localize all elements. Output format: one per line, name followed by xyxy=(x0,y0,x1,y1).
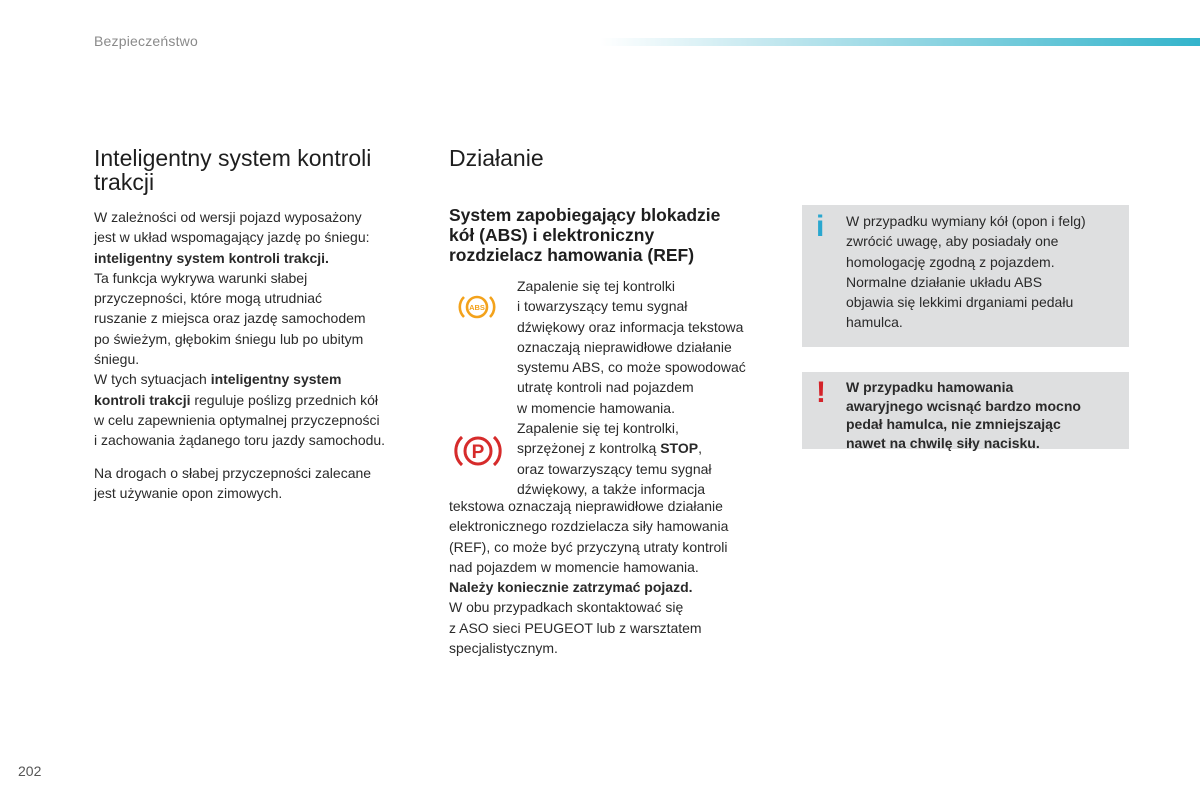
header-accent-bar xyxy=(600,38,1200,46)
info-note-text: W przypadku wymiany kół (opon i felg) zwrócić uwagę, aby posiadały one homologację zgodną z pojazdem. Normalne działanie układu ABS objawia się lekkimi drganiami pedału hamulca. xyxy=(846,213,1086,331)
operation-title: Działanie xyxy=(449,145,544,171)
page-number: 202 xyxy=(18,763,42,779)
svg-text:P: P xyxy=(471,442,485,463)
svg-text:ABS: ABS xyxy=(469,303,485,312)
traction-control-section xyxy=(94,146,424,503)
ref-warning-text-bottom: tekstowa oznaczają nieprawidłowe działanie elektronicznego rozdzielacza siły hamowania (REF), co może być przyczyną utraty kontroli nad pojazdem w momencie hamowania. Należy koniecznie zatrzymać pojazd. W obu przypadkach skontaktować się z ASO sieci PEUGEOT lub z warsztatem specjalistycznym. xyxy=(449,498,729,657)
brake-warning-icon xyxy=(452,431,504,471)
winter-tyres-paragraph: Na drogach o słabej przyczepności zalecane jest używanie opon zimowych. xyxy=(94,464,372,501)
abs-warning-icon xyxy=(456,292,498,322)
abs-ref-subtitle: System zapobiegający blokadzie kół (ABS) i elektroniczny rozdzielacz hamowania (REF) xyxy=(449,205,721,265)
traction-control-title: Inteligentny system kontroli trakcji xyxy=(94,145,372,195)
warning-note-text: W przypadku hamowania awaryjnego wcisnąć bardzo mocno pedał hamulca, nie zmniejszając nawet na chwilę siły nacisku. xyxy=(846,379,1081,451)
traction-control-paragraph: W zależności od wersji pojazd wyposażony jest w układ wspomagający jazdę po śniegu: inteligentny system kontroli trakcji. Ta funkcja wykrywa warunki słabej przyczepności, które mogą utrudniać ruszanie z miejsca oraz jazdę samochodem po świeżym, głębokim śniegu lub po ubitym śniegu. W tych sytuacjach inteligentny system kontroli trakcji reguluje poślizg przednich kół w celu zapewnienia optymalnej przyczepności i zachowania żądanego toru jazdy samochodu. xyxy=(94,209,386,449)
info-icon: i xyxy=(816,210,825,243)
info-note-box xyxy=(802,205,1129,347)
warning-note-box xyxy=(802,372,1129,449)
exclamation-icon: ! xyxy=(816,376,826,409)
abs-warning-text: Zapalenie się tej kontrolki i towarzyszący temu sygnał dźwiękowy oraz informacja tekstowa oznaczają nieprawidłowe działanie systemu ABS, co może spowodować utratę kontroli nad pojazdem w momencie hamowania. xyxy=(517,278,746,416)
section-header: Bezpieczeństwo xyxy=(94,33,198,49)
ref-warning-text-top: Zapalenie się tej kontrolki, sprzężonej z kontrolką STOP, oraz towarzyszący temu sygnał dźwiękowy, a także informacja xyxy=(517,420,712,497)
